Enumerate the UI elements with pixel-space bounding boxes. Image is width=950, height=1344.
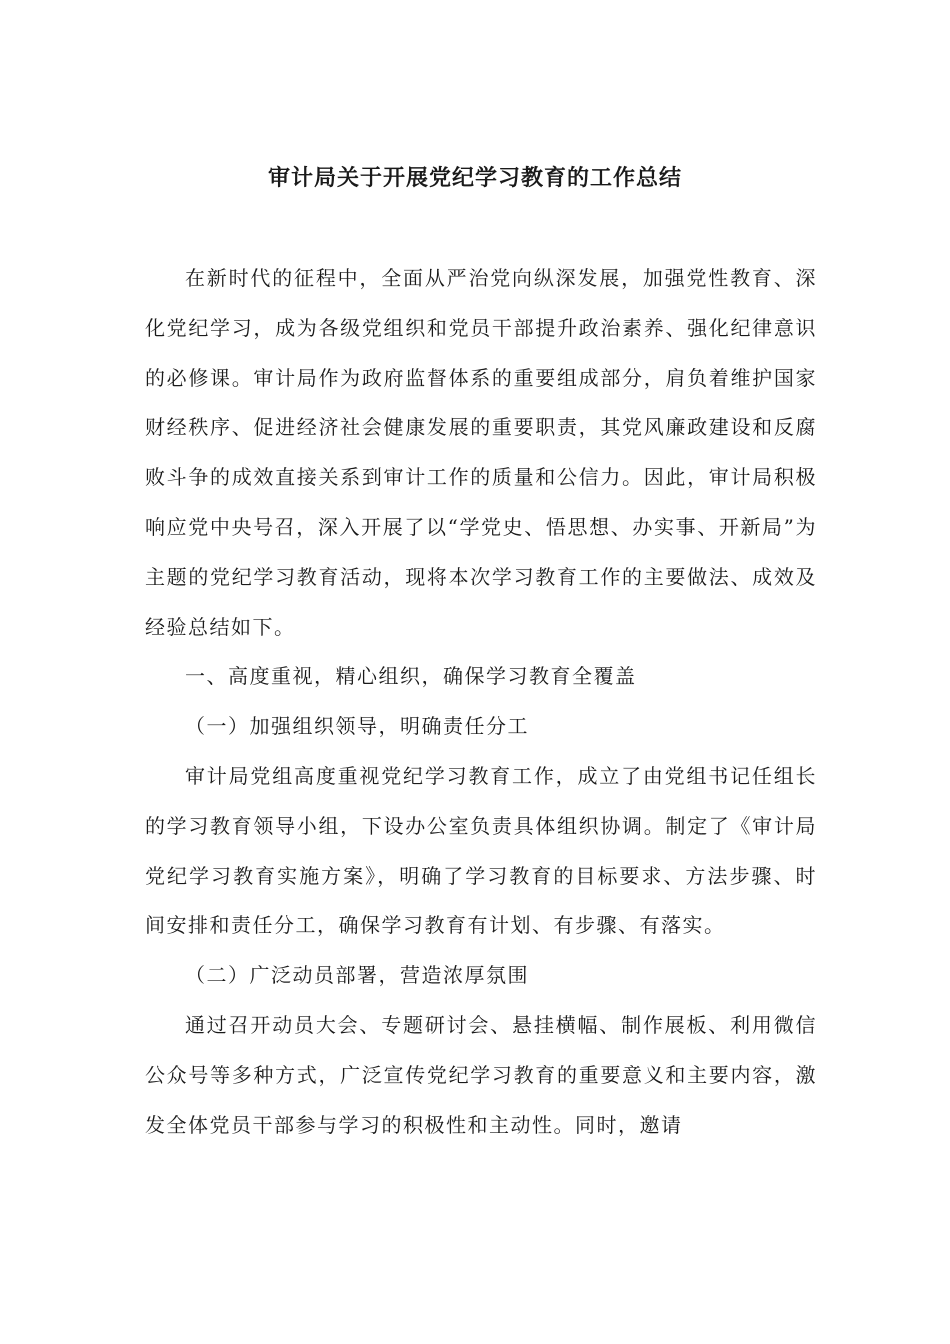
intro-paragraph: 在新时代的征程中，全面从严治党向纵深发展，加强党性教育、深化党纪学习，成为各级党组织和党员干部提升政治素养、强化纪律意识的必修课。审计局作为政府监督体系的重要组成部分，肩负着维护国家财经秩序、促进经济社会健康发展的重要职责，其党风廉政建设和反腐败斗争的成效直接关系到审计工作的质量和公信力。因此，审计局积极响应党中央号召，深入开展了以“学党史、悟思想、办实事、开新局”为主题的党纪学习教育活动，现将本次学习教育工作的主要做法、成效及经验总结如下。 <box>145 266 817 639</box>
subsection-1-paragraph: 审计局党组高度重视党纪学习教育工作，成立了由党组书记任组长的学习教育领导小组，下设办公室负责具体组织协调。制定了《审计局党纪学习教育实施方案》，明确了学习教育的目标要求、方法步骤、时间安排和责任分工，确保学习教育有计划、有步骤、有落实。 <box>145 763 817 938</box>
subsection-2-heading: （二）广泛动员部署，营造浓厚氛围 <box>185 963 529 988</box>
subsection-2-paragraph: 通过召开动员大会、专题研讨会、悬挂横幅、制作展板、利用微信公众号等多种方式，广泛宣传党纪学习教育的重要意义和主要内容，激发全体党员干部参与学习的积极性和主动性。同时，邀请 <box>145 1012 817 1137</box>
subsection-1-heading: （一）加强组织领导，明确责任分工 <box>185 714 529 739</box>
document-body <box>145 254 817 1150</box>
section-1-heading: 一、高度重视，精心组织，确保学习教育全覆盖 <box>185 664 637 689</box>
document-title: 审计局关于开展党纪学习教育的工作总结 <box>267 165 682 191</box>
